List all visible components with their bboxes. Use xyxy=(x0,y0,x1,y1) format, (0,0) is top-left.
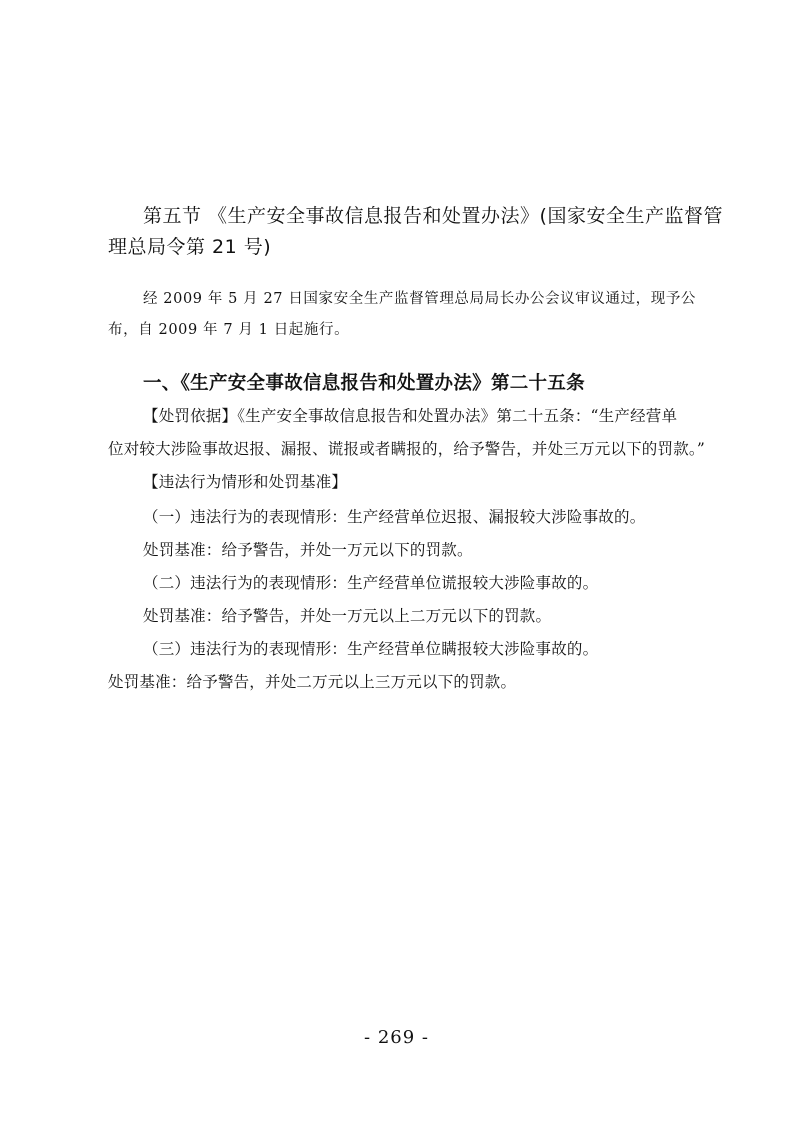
intro-line-1: 经 2009 年 5 月 27 日国家安全生产监督管理总局局长办公会议审议通过，现予公 xyxy=(143,291,697,307)
penalty-standard-1: 处罚基准：给予警告，并处一万元以下的罚款。 xyxy=(143,541,473,559)
situation-3: （三）违法行为的表现情形：生产经营单位瞒报较大涉险事故的。 xyxy=(143,640,599,658)
situation-2: （二）违法行为的表现情形：生产经营单位谎报较大涉险事故的。 xyxy=(143,574,599,592)
penalty-basis-line-1: 【处罚依据】《生产安全事故信息报告和处置办法》第二十五条：“生产经营单 xyxy=(143,407,678,425)
article-heading: 一、《生产安全事故信息报告和处置办法》第二十五条 xyxy=(143,373,585,394)
page-number: - 269 - xyxy=(364,1027,429,1048)
penalty-basis-line-2: 位对较大涉险事故迟报、漏报、谎报或者瞒报的，给予警告，并处三万元以下的罚款。” xyxy=(108,440,705,458)
standard-heading: 【违法行为情形和处罚基准】 xyxy=(143,473,348,491)
section-title-line-1: 第五节 《生产安全事故信息报告和处置办法》(国家安全生产监督管 xyxy=(143,205,723,227)
penalty-standard-2: 处罚基准：给予警告，并处一万元以上二万元以下的罚款。 xyxy=(143,607,552,625)
situation-1: （一）违法行为的表现情形：生产经营单位迟报、漏报较大涉险事故的。 xyxy=(143,508,646,526)
intro-line-2: 布，自 2009 年 7 月 1 日起施行。 xyxy=(108,322,350,338)
section-title-line-2: 理总局令第 21 号) xyxy=(108,236,272,258)
penalty-standard-3: 处罚基准：给予警告，并处二万元以上三万元以下的罚款。 xyxy=(108,673,517,691)
